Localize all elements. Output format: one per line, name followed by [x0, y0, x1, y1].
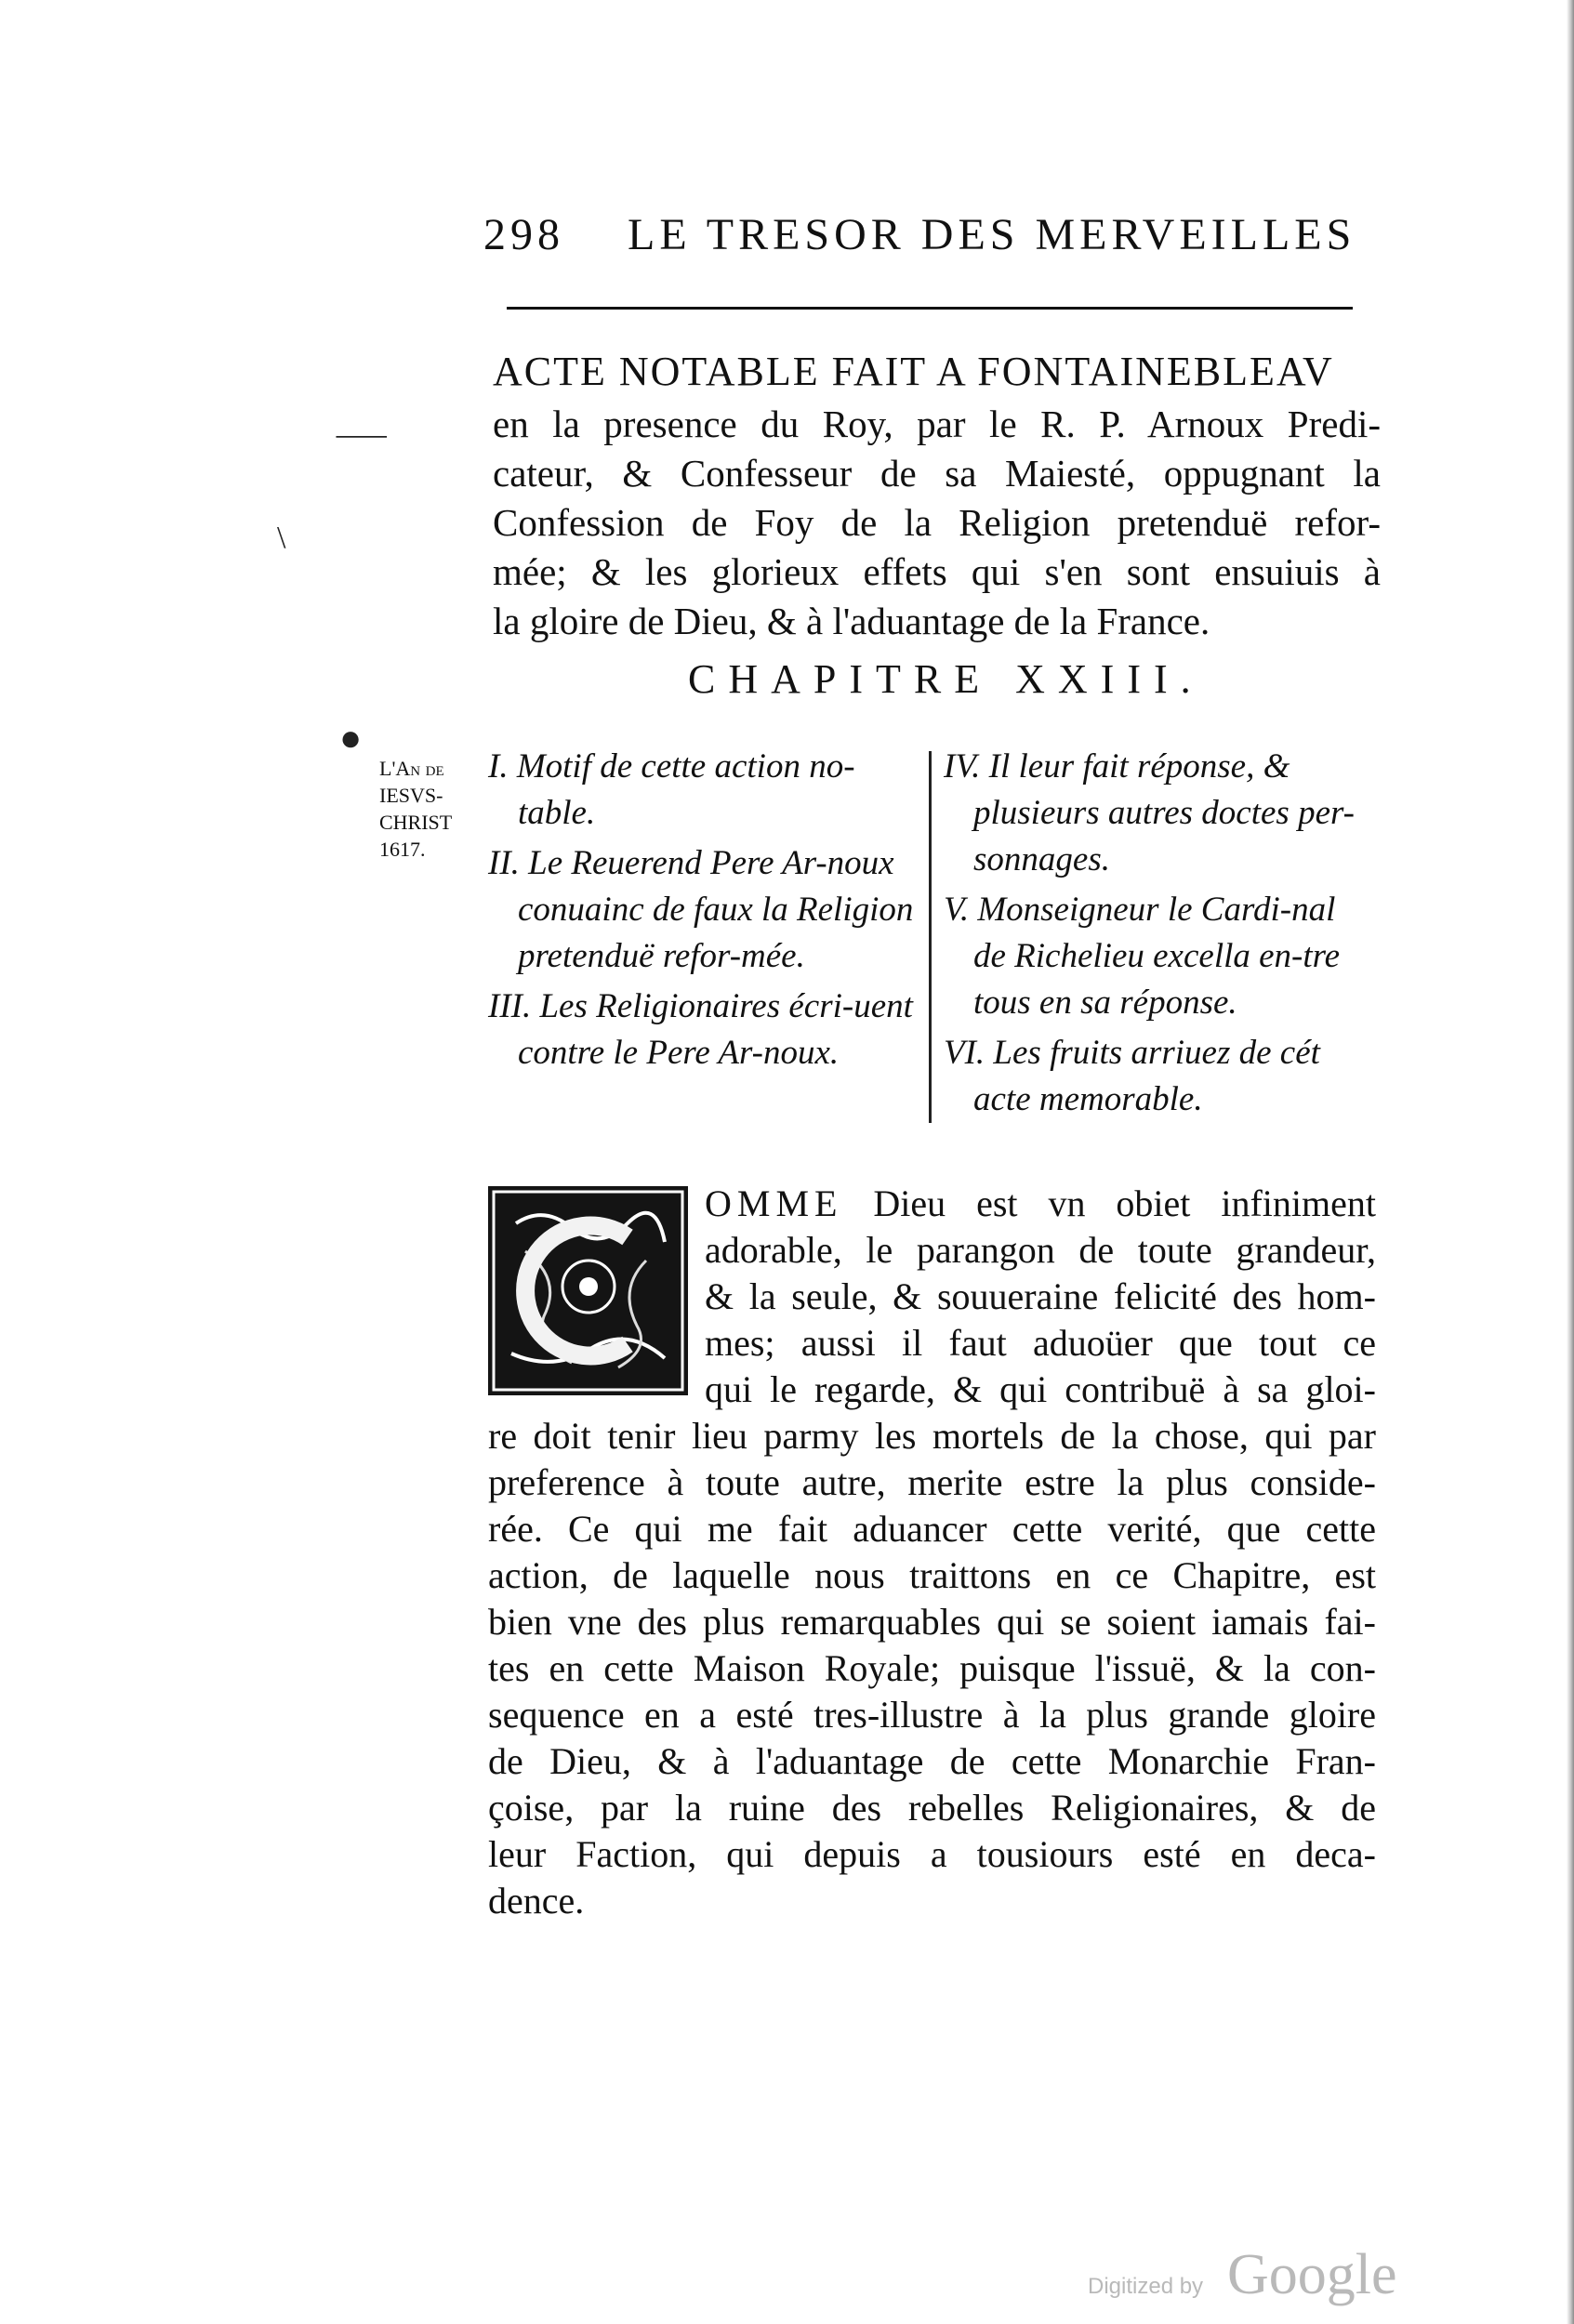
title-line: ACTE NOTABLE FAIT A FONTAINEBLEAV — [493, 349, 1334, 394]
summary-column-right — [944, 744, 1376, 1127]
body-line: de Dieu, & à l'aduantage de cette Monarchie Fran- — [488, 1740, 1376, 1782]
body-text — [488, 1181, 1376, 1924]
title-line: la gloire de Dieu, & à l'aduantage de la France. — [493, 600, 1210, 642]
google-logo: Google — [1227, 2243, 1397, 2306]
digitized-watermark — [1088, 2243, 1422, 2306]
summary-item: IV. Il leur fait réponse, & plusieurs autres doctes per-sonnages. — [944, 747, 1355, 878]
body-line: sequence en a esté tres-illustre à la plus grande gloire — [488, 1694, 1376, 1736]
chapter-heading: CHAPITRE XXIII. — [688, 656, 1204, 702]
page-edge-shadow — [1567, 0, 1574, 2324]
body-line: bien vne des plus remarquables qui se soient iamais fai- — [488, 1601, 1376, 1643]
margin-note-line: IESVS- — [379, 784, 443, 807]
running-header — [483, 209, 1356, 265]
ink-blot-mark: ● — [339, 717, 363, 759]
header-rule — [507, 307, 1353, 310]
margin-note-line: CHRIST — [379, 811, 453, 834]
body-line-text: Dieu est vn obiet infiniment — [873, 1182, 1376, 1224]
body-line: leur Faction, qui depuis a tousiours esté en deca- — [488, 1833, 1376, 1875]
title-line: Confession de Foy de la Religion pretenduë refor- — [493, 501, 1381, 544]
margin-note-line: L'An de — [379, 757, 444, 780]
page-number: 298 — [483, 210, 564, 259]
summary-item: III. Les Religionaires écri-uent contre le Pere Ar-noux. — [488, 987, 913, 1072]
summary-item: II. Le Reuerend Pere Ar-noux conuainc de faux la Religion pretenduë refor-mée. — [488, 844, 914, 975]
summary-column-left — [488, 744, 925, 1080]
body-line: tes en cette Maison Royale; puisque l'issuë, & la con- — [488, 1647, 1376, 1689]
running-title: LE TRESOR DES MERVEILLES — [628, 210, 1356, 259]
body-line: dence. — [488, 1880, 585, 1921]
summary-item: VI. Les fruits arriuez de cét acte memorable. — [944, 1034, 1320, 1118]
ornamental-initial-c — [488, 1186, 688, 1395]
title-line: cateur, & Confesseur de sa Maiesté, oppugnant la — [493, 452, 1381, 495]
body-line: adorable, le parangon de toute grandeur, — [705, 1229, 1376, 1271]
body-line: mes; aussi il faut aduoüer que tout ce — [705, 1322, 1376, 1364]
body-line — [705, 1181, 1376, 1227]
title-line: en la presence du Roy, par le R. P. Arnoux Predi- — [493, 403, 1381, 445]
margin-note — [379, 755, 491, 863]
body-line: çoise, par la ruine des rebelles Religionaires, & de — [488, 1787, 1376, 1829]
summary-item: I. Motif de cette action no-table. — [488, 747, 855, 832]
body-line: action, de laquelle nous traittons en ce Chapitre, est — [488, 1554, 1376, 1596]
margin-stroke-mark: ⸺ — [335, 418, 389, 453]
first-word-smallcaps: OMME — [705, 1182, 843, 1224]
margin-note-line: 1617. — [379, 838, 426, 861]
body-line: preference à toute autre, merite estre la plus conside- — [488, 1461, 1376, 1503]
margin-stroke-mark: \ — [277, 521, 286, 555]
summary-item: V. Monseigneur le Cardi-nal de Richelieu excella en-tre tous en sa réponse. — [944, 891, 1341, 1022]
body-line: & la seule, & souueraine felicité des hom- — [705, 1275, 1376, 1317]
title-line: mée; & les glorieux effets qui s'en sont ensuiuis à — [493, 550, 1381, 593]
summary-divider — [929, 751, 932, 1123]
section-title — [493, 344, 1381, 646]
body-line: rée. Ce qui me fait aduancer cette verité, que cette — [488, 1508, 1376, 1550]
body-line: qui le regarde, & qui contribuë à sa gloi- — [705, 1368, 1376, 1410]
watermark-prefix: Digitized by — [1088, 2274, 1204, 2299]
body-line: re doit tenir lieu parmy les mortels de la chose, qui par — [488, 1415, 1376, 1457]
chapter-summary — [488, 744, 1381, 1143]
